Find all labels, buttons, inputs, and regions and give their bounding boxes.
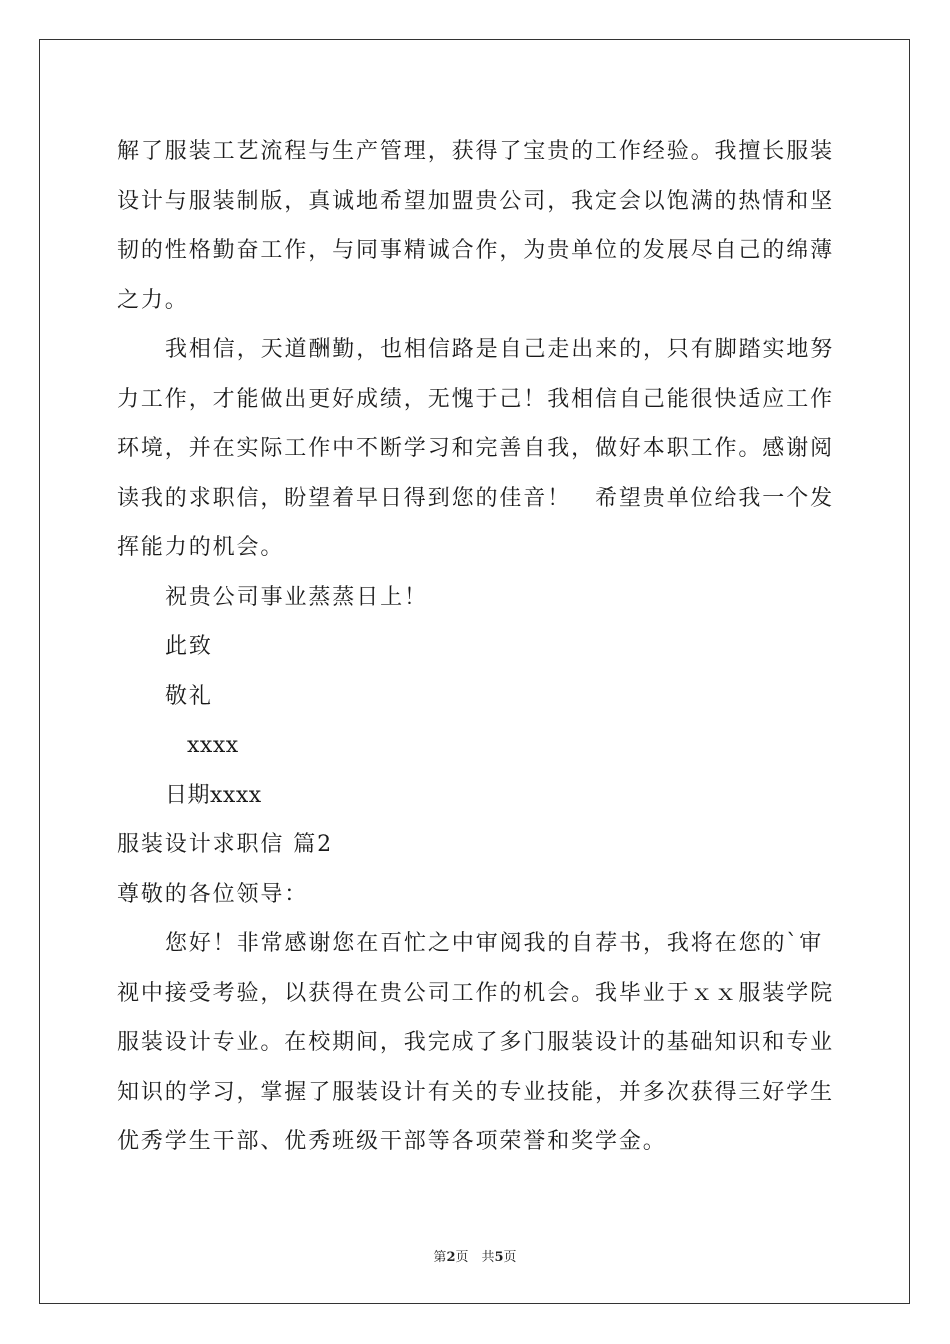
salutation-cizhi: 此致 — [165, 634, 213, 659]
paragraph-line: 设计与服装制版，真诚地希望加盟贵公司，我定会以饱满的热情和坚 — [117, 188, 835, 214]
page-end: 页 — [503, 1250, 517, 1265]
paragraph-line: 视中接受考验，以获得在贵公司工作的机会。我毕业于ｘｘ服装学院 — [117, 980, 835, 1006]
page-prefix: 第 — [433, 1250, 447, 1265]
paragraph-line: 之力。 — [117, 287, 189, 313]
paragraph-line: 服装设计专业。在校期间，我完成了多门服装设计的基础知识和专业 — [117, 1030, 835, 1055]
paragraph-line: 力工作，才能做出更好成绩，无愧于己！我相信自己能很快适应工作 — [117, 386, 835, 412]
salutation-jingli: 敬礼 — [165, 683, 213, 709]
page-total: 5 — [494, 1250, 504, 1265]
paragraph-line: 优秀学生干部、优秀班级干部等各项荣誉和奖学金。 — [117, 1129, 667, 1154]
closing-wish: 祝贵公司事业蒸蒸日上！ — [165, 584, 428, 610]
page-suffix: 页 共 — [455, 1250, 495, 1265]
document-body — [117, 127, 833, 1167]
signature-name: xxxx — [187, 733, 239, 758]
paragraph-line: 环境，并在实际工作中不断学习和完善自我，做好本职工作。感谢阅 — [117, 436, 835, 461]
paragraph-line: 您好！非常感谢您在百忙之中审阅我的自荐书，我将在您的`审 — [165, 931, 824, 956]
paragraph-line: 韧的性格勤奋工作，与同事精诚合作，为贵单位的发展尽自己的绵薄 — [117, 238, 835, 263]
paragraph-line: 读我的求职信，盼望着早日得到您的佳音！ 希望贵单位给我一个发 — [117, 485, 835, 511]
paragraph-line: 知识的学习，掌握了服装设计有关的专业技能，并多次获得三好学生 — [117, 1079, 835, 1105]
section-title: 服装设计求职信 篇2 — [117, 832, 333, 857]
page-number-footer — [0, 1246, 950, 1265]
paragraph-line: 解了服装工艺流程与生产管理，获得了宝贵的工作经验。我擅长服装 — [117, 139, 835, 164]
page-current: 2 — [446, 1250, 456, 1265]
paragraph-line: 我相信，天道酬勤，也相信路是自己走出来的，只有脚踏实地努 — [165, 337, 835, 362]
letter-greeting: 尊敬的各位领导： — [117, 881, 309, 907]
paragraph-line: 挥能力的机会。 — [117, 535, 285, 560]
signature-date: 日期xxxx — [165, 782, 262, 808]
